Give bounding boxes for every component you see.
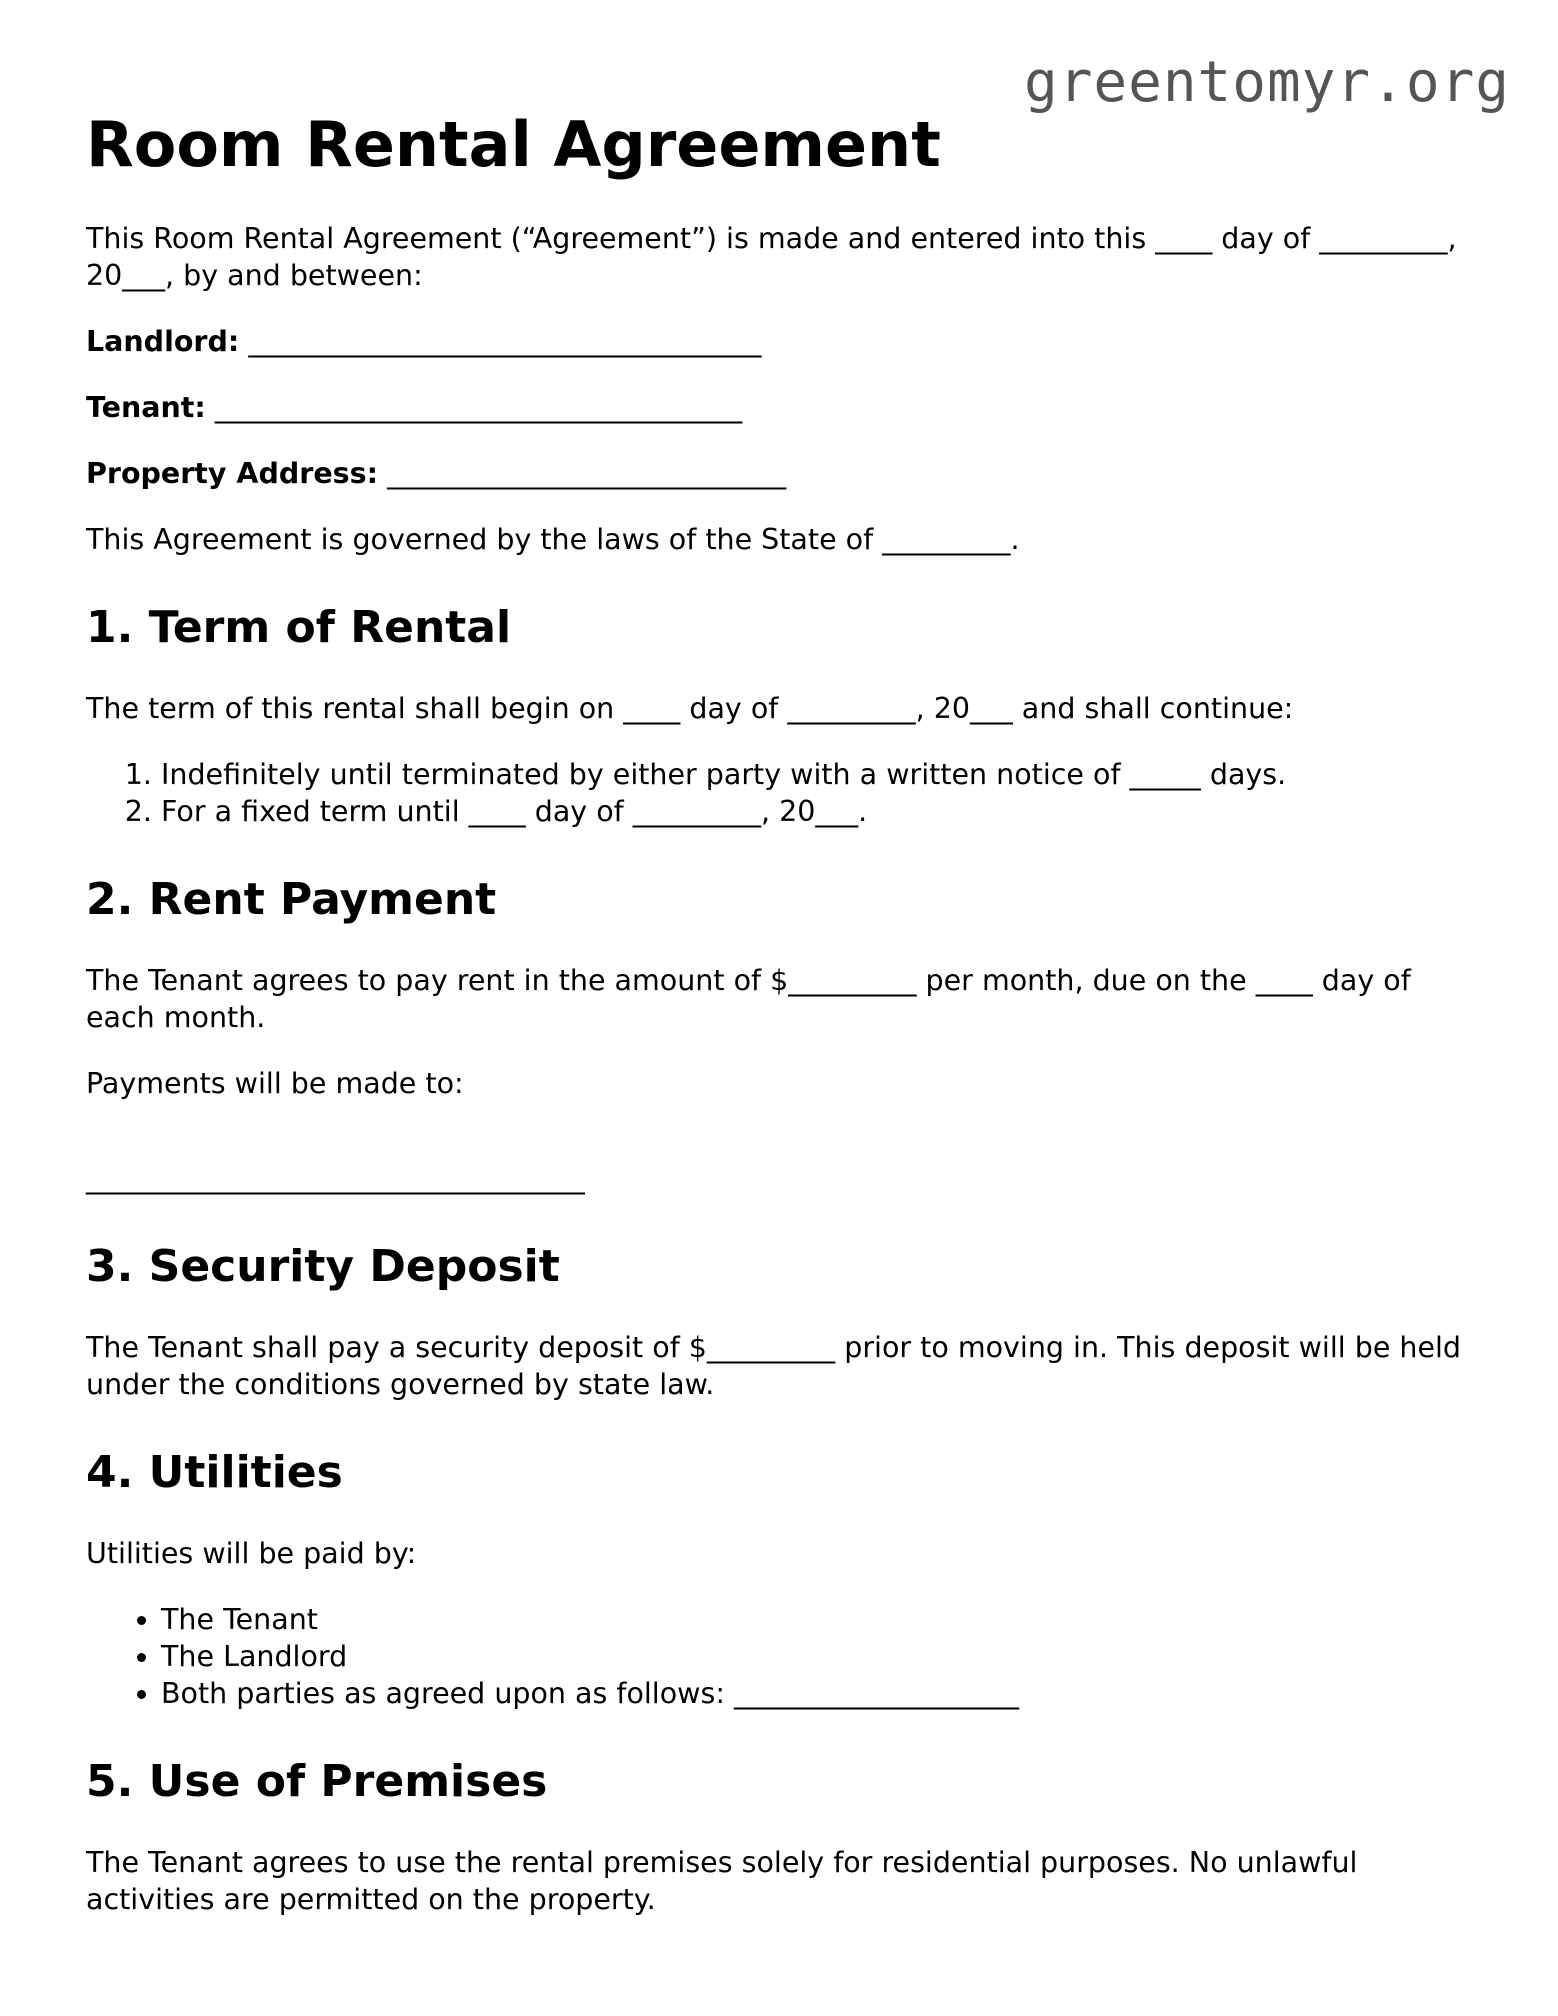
rent-paragraph: The Tenant agrees to pay rent in the amount of $_________ per month, due on the ____ day of each month. xyxy=(86,964,1411,1034)
list-item: • The Landlord xyxy=(161,1638,1486,1675)
tenant-blank: _____________________________________ xyxy=(214,391,743,424)
property-address-blank: ____________________________ xyxy=(387,457,787,490)
landlord-label: Landlord: xyxy=(86,325,240,358)
payments-to-paragraph: Payments will be made to: xyxy=(86,1067,464,1100)
list-item: • The Tenant xyxy=(161,1601,1486,1638)
property-address-field xyxy=(86,455,1486,492)
utilities-options-list xyxy=(86,1601,1486,1712)
section-heading-deposit: 3. Security Deposit xyxy=(86,1241,560,1292)
governing-law-paragraph: This Agreement is governed by the laws of the State of _________. xyxy=(86,523,1020,556)
section-heading-rent: 2. Rent Payment xyxy=(86,874,497,925)
landlord-blank: ____________________________________ xyxy=(248,325,762,358)
premises-paragraph: The Tenant agrees to use the rental premises solely for residential purposes. No unlawful activities are permitted on the property. xyxy=(86,1846,1358,1916)
deposit-paragraph: The Tenant shall pay a security deposit of $_________ prior to moving in. This deposit will be held under the conditions governed by state law. xyxy=(86,1331,1462,1401)
list-item: 1. Indefinitely until terminated by either party with a written notice of _____ days. xyxy=(161,756,1486,793)
section-heading-utilities: 4. Utilities xyxy=(86,1447,343,1498)
section-heading-premises: 5. Use of Premises xyxy=(86,1756,548,1807)
payee-blank: ___________________________________ xyxy=(86,1162,585,1195)
tenant-field xyxy=(86,389,1486,426)
section-heading-term: 1. Term of Rental xyxy=(86,602,512,653)
list-item: 2. For a fixed term until ____ day of _________, 20___. xyxy=(161,793,1486,830)
tenant-label: Tenant: xyxy=(86,391,206,424)
landlord-field xyxy=(86,323,1486,360)
watermark: greentomyr.org xyxy=(1023,50,1510,115)
page-title: Room Rental Agreement xyxy=(86,108,941,181)
utilities-paragraph: Utilities will be paid by: xyxy=(86,1537,417,1570)
document-page xyxy=(86,104,1486,1947)
property-address-label: Property Address: xyxy=(86,457,378,490)
term-options-list xyxy=(86,756,1486,830)
term-paragraph: The term of this rental shall begin on ____ day of _________, 20___ and shall continue: xyxy=(86,692,1294,725)
list-item: • Both parties as agreed upon as follows: ____________________ xyxy=(161,1675,1486,1712)
intro-paragraph: This Room Rental Agreement (“Agreement”) is made and entered into this ____ day of _________, 20___, by and between: xyxy=(86,222,1457,292)
